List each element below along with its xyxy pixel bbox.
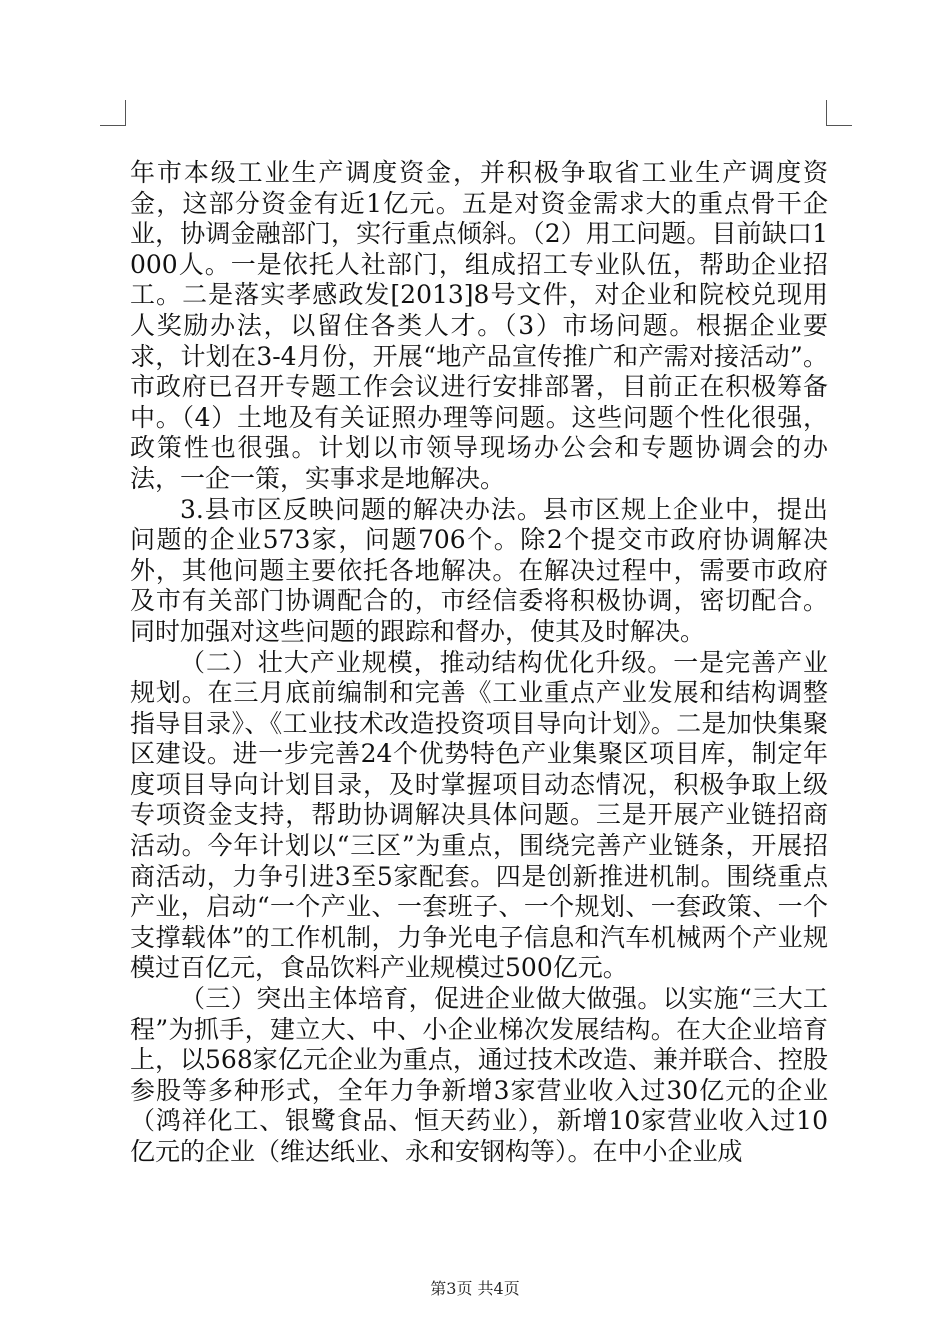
paragraph-continued: 年市本级工业生产调度资金，并积极争取省工业生产调度资金，这部分资金有近1亿元。五是对资金需求大的重点骨干企业，协调金融部门，实行重点倾斜。（2）用工问题。目前缺口1000人。一是依托人社部门，组成招工专业队伍，帮助企业招工。二是落实孝感政发[2013]8号文件，对企业和院校兑现用人奖励办法，以留住各类人才。（3）市场问题。根据企业要求，计划在3-4月份，开展“地产品宣传推广和产需对接活动”。市政府已召开专题工作会议进行安排部署，目前正在积极筹备中。（4）土地及有关证照办理等问题。这些问题个性化很强，政策性也很强。计划以市领导现场办公会和专题协调会的办法，一企一策，实事求是地解决。	[130, 158, 828, 493]
paragraph-enterprise-cultivation: （三）突出主体培育，促进企业做大做强。以实施“三大工程”为抓手，建立大、中、小企业梯次发展结构。在大企业培育上，以568家亿元企业为重点，通过技术改造、兼并联合、控股参股等多种形式，全年力争新增3家营业收入过30亿元的企业（鸿祥化工、银鹭食品、恒天药业），新增10家营业收入过10亿元的企业（维达纸业、永和安钢构等）。在中小企业成	[130, 984, 828, 1166]
paragraph-industry-scale: （二）壮大产业规模，推动结构优化升级。一是完善产业规划。在三月底前编制和完善《工业重点产业发展和结构调整指导目录》、《工业技术改造投资项目导向计划》。二是加快集聚区建设。进一步完善24个优势特色产业集聚区项目库，制定年度项目导向计划目录，及时掌握项目动态情况，积极争取上级专项资金支持，帮助协调解决具体问题。三是开展产业链招商活动。今年计划以“三区”为重点，围绕完善产业链条，开展招商活动，力争引进3至5家配套。四是创新推进机制。围绕重点产业，启动“一个产业、一套班子、一个规划、一套政策、一个支撑载体”的工作机制，力争光电子信息和汽车机械两个产业规模过百亿元，食品饮料产业规模过500亿元。	[130, 647, 828, 983]
crop-mark-top-right	[826, 100, 852, 126]
paragraph-county-issues: 3.县市区反映问题的解决办法。县市区规上企业中，提出问题的企业573家，问题706个。除2个提交市政府协调解决外，其他问题主要依托各地解决。在解决过程中，需要市政府及市有关部门协调配合的，市经信委将积极协调，密切配合。同时加强对这些问题的跟踪和督办，使其及时解决。	[130, 494, 828, 646]
document-body	[130, 158, 828, 1168]
crop-mark-top-left	[100, 100, 126, 126]
page-number-footer: 第3页 共4页	[430, 1279, 520, 1298]
